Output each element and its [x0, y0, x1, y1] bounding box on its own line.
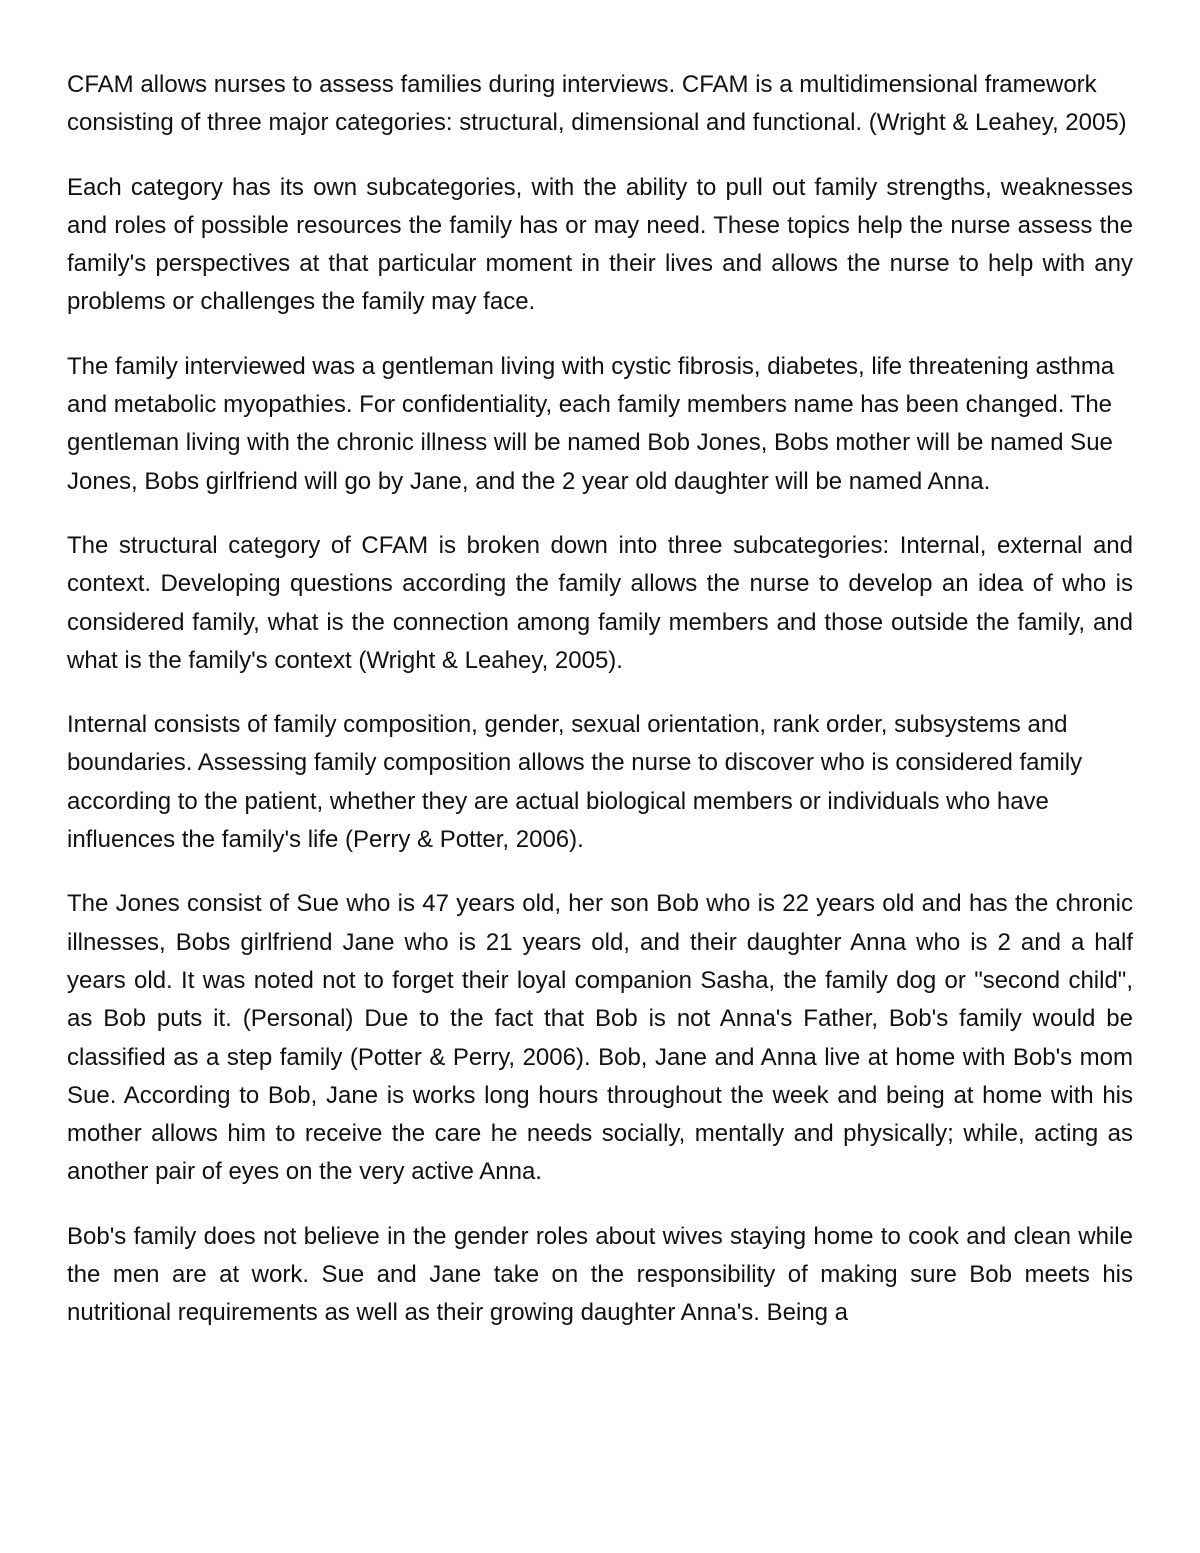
paragraph-subcategories: Each category has its own subcategories, with the ability to pull out family strengths, weaknesses and roles of possible resources the family has or may need. These topics help the nurse assess the family's perspectives at that particular moment in their lives and allows the nurse to help with any problems or challenges the family may face.	[67, 173, 1133, 316]
paragraph-structural-category: The structural category of CFAM is broken down into three subcategories: Internal, external and context. Developing questions according the family allows the nurse to develop an idea of who is considered family, what is the connection among family members and those outside the family, and what is the family's context (Wright & Leahey, 2005).	[67, 531, 1133, 674]
paragraph-internal-composition: Internal consists of family composition, gender, sexual orientation, rank order, subsystems and boundaries. Assessing family composition allows the nurse to discover who is considered family according to the patient, whether they are actual biological members or individuals who have influences the family's life (Perry & Potter, 2006).	[67, 711, 1083, 854]
paragraph-gender-roles: Bob's family does not believe in the gender roles about wives staying home to cook and clean while the men are at work. Sue and Jane take on the responsibility of making sure Bob meets his nutritional requirements as well as their growing daughter Anna's. Being a	[67, 1222, 1133, 1327]
paragraph-cfam-intro: CFAM allows nurses to assess families during interviews. CFAM is a multidimensional framework consisting of three major categories: structural, dimensional and functional. (Wright & Leahey, 2005)	[67, 71, 1127, 137]
paragraph-family-interviewed: The family interviewed was a gentleman living with cystic fibrosis, diabetes, life threatening asthma and metabolic myopathies. For confidentiality, each family members name has been changed. The gentleman living with the chronic illness will be named Bob Jones, Bobs mother will be named Sue Jones, Bobs girlfriend will go by Jane, and the 2 year old daughter will be named Anna.	[67, 352, 1115, 495]
document-page	[67, 66, 1133, 1359]
paragraph-jones-family: The Jones consist of Sue who is 47 years old, her son Bob who is 22 years old and has the chronic illnesses, Bobs girlfriend Jane who is 21 years old, and their daughter Anna who is 2 and a half years old. It was noted not to forget their loyal companion Sasha, the family dog or "second child", as Bob puts it. (Personal) Due to the fact that Bob is not Anna's Father, Bob's family would be classified as a step family (Potter & Perry, 2006). Bob, Jane and Anna live at home with Bob's mom Sue. According to Bob, Jane is works long hours throughout the week and being at home with his mother allows him to receive the care he needs socially, mentally and physically; while, acting as another pair of eyes on the very active Anna.	[67, 890, 1133, 1186]
